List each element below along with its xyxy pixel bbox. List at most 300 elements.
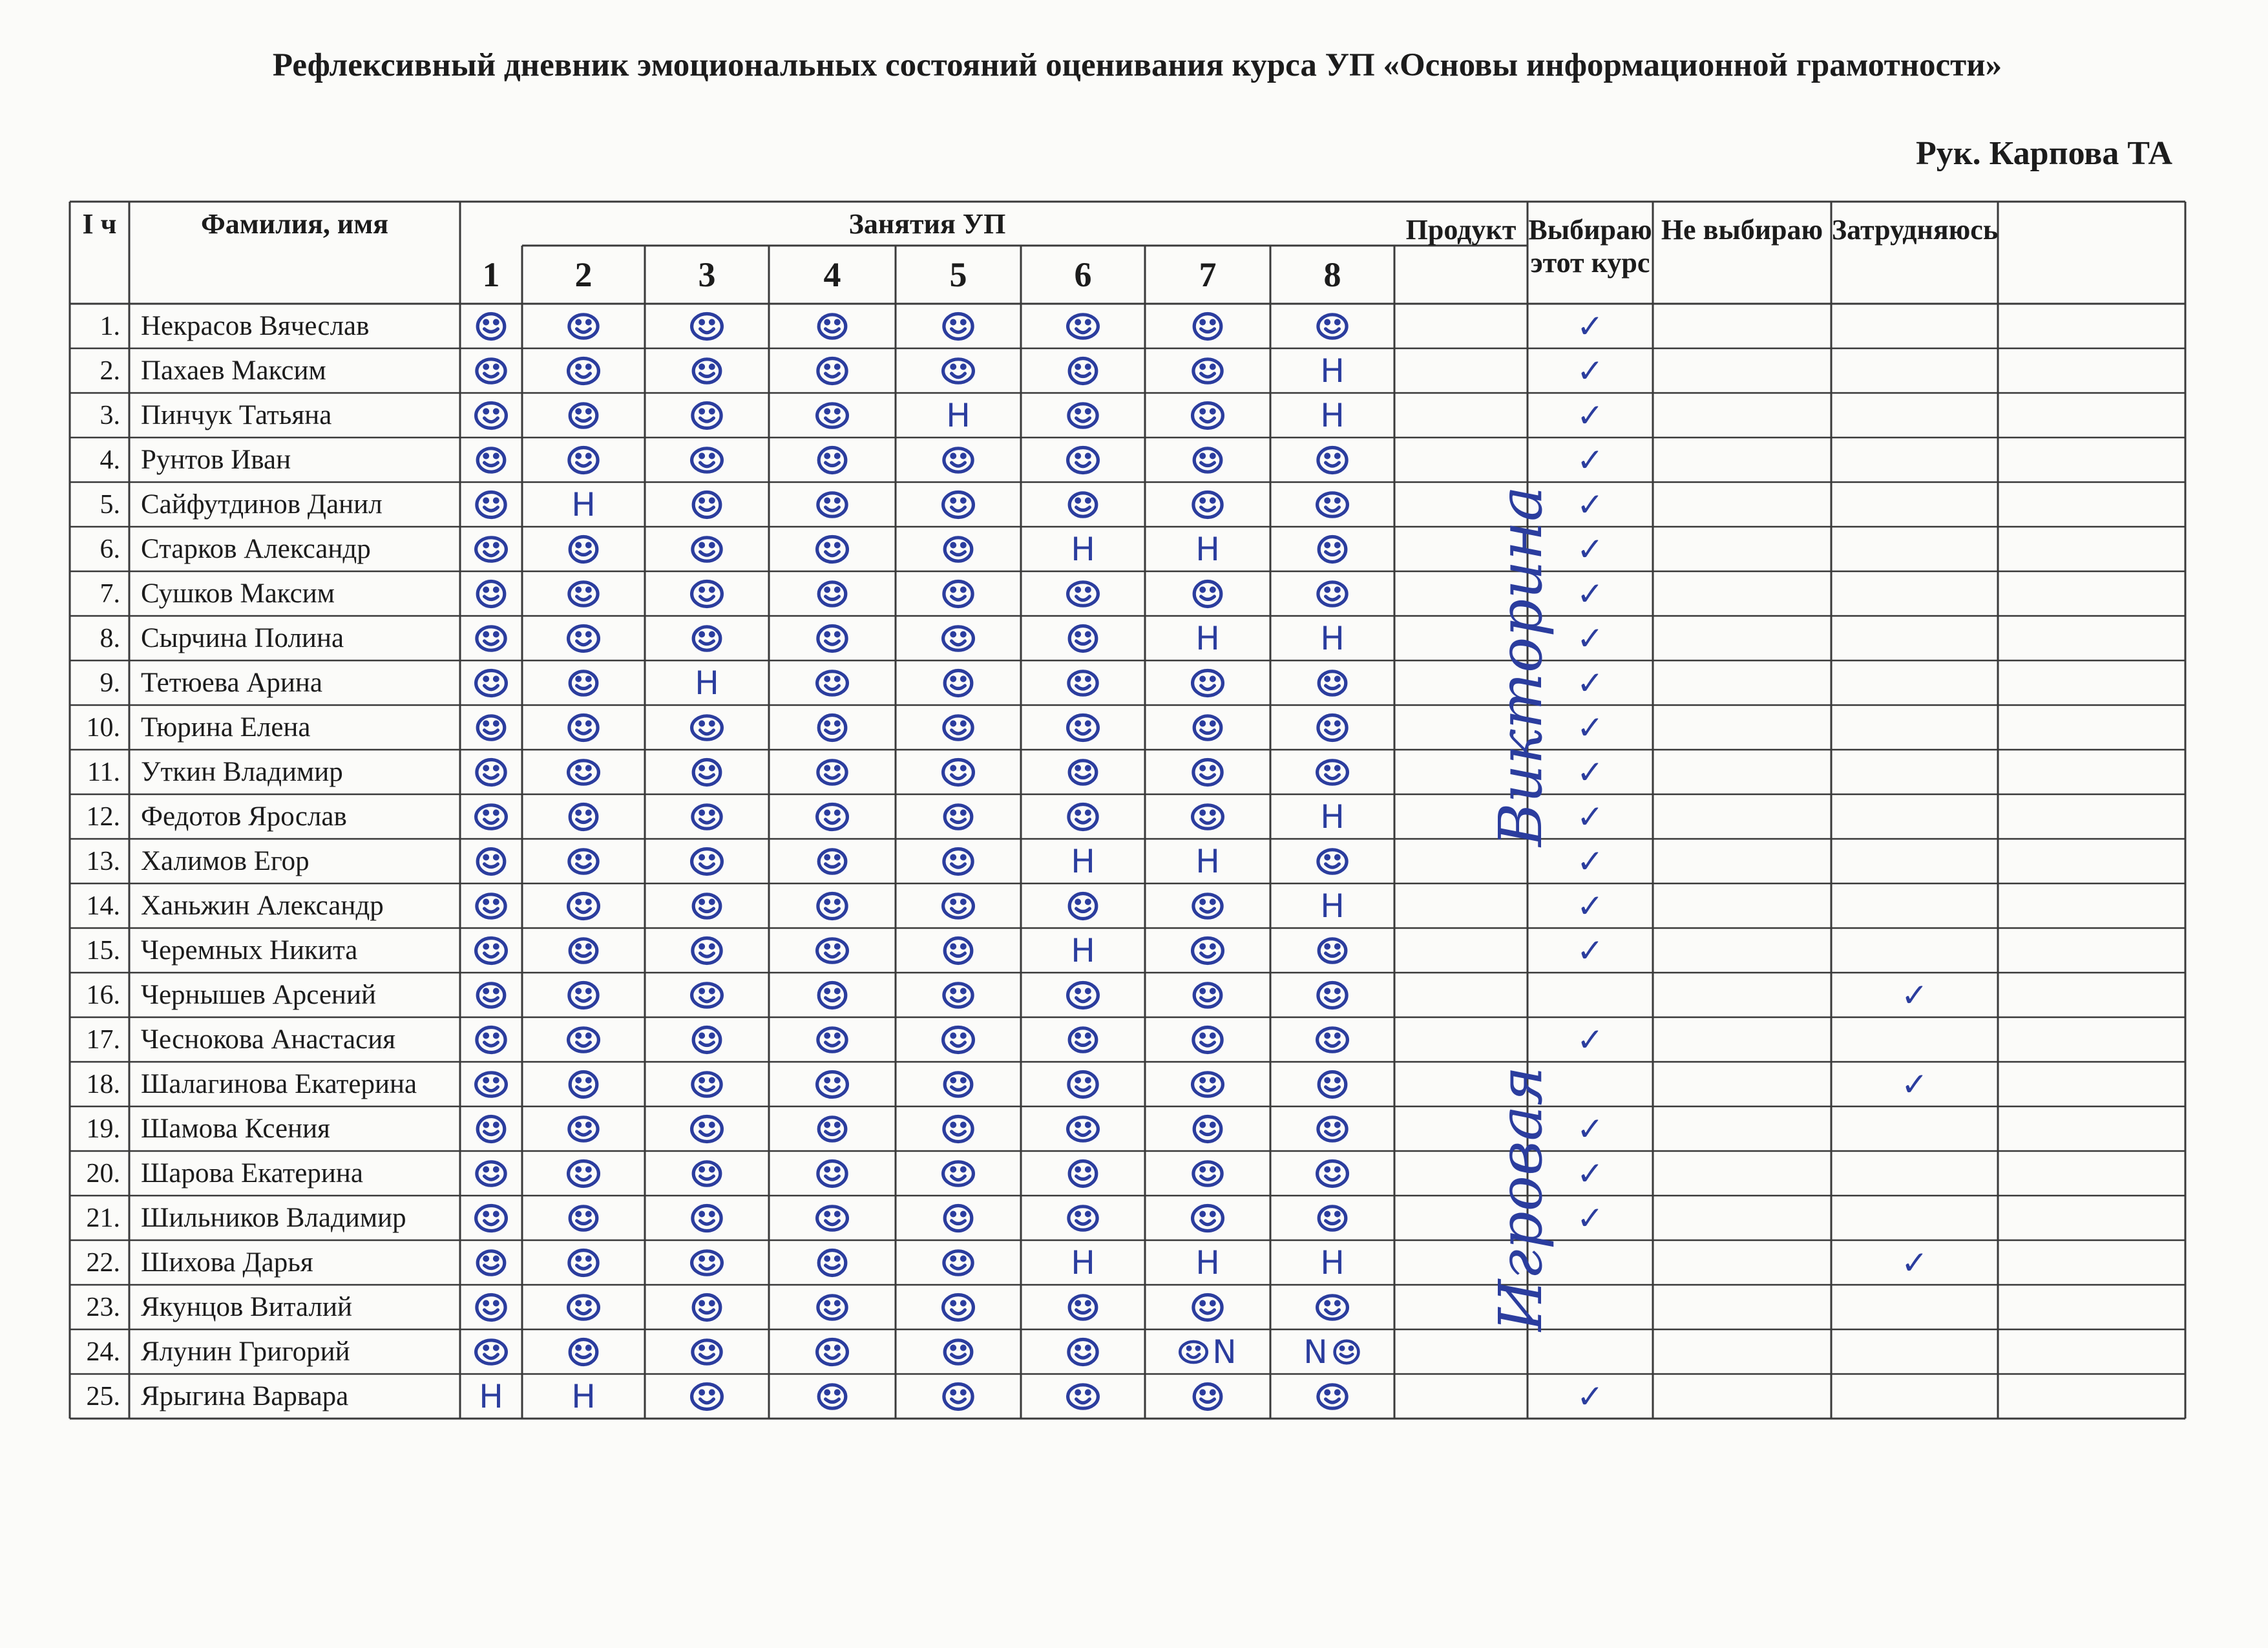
undecided-cell-text: ✓ (1901, 1065, 1928, 1103)
lesson-mark (896, 304, 1021, 348)
lesson-mark (1270, 1017, 1394, 1062)
lesson-mark (460, 527, 522, 571)
lesson-mark (522, 1106, 645, 1151)
header-lesson-4-text: 4 (823, 255, 841, 294)
smiley-icon (1191, 1112, 1224, 1146)
student-name-text: Черемных Никита (141, 935, 358, 966)
lesson-mark (645, 1285, 769, 1329)
lesson-mark (522, 482, 645, 527)
not-choose-cell (1653, 839, 1831, 883)
product-cell (1394, 304, 1528, 348)
smiley-icon (1066, 488, 1100, 522)
smiley-icon (567, 666, 600, 700)
lesson-mark (645, 660, 769, 705)
smiley-icon (1191, 1157, 1224, 1190)
not-choose-cell (1653, 660, 1831, 705)
smiley-icon (567, 1068, 600, 1101)
lesson-mark (1270, 883, 1394, 928)
lesson-mark (460, 660, 522, 705)
smiley-icon (567, 800, 600, 834)
undecided-cell-text: ✓ (1901, 976, 1928, 1014)
smiley-icon (1191, 399, 1224, 432)
row-number (70, 1240, 129, 1285)
student-name (129, 527, 460, 571)
smiley-icon (1066, 755, 1100, 789)
smiley-icon (1191, 488, 1224, 522)
smiley-icon (474, 1068, 508, 1101)
smiley-icon (1316, 934, 1349, 967)
lesson-mark (1021, 482, 1145, 527)
lesson-mark (896, 348, 1021, 393)
lesson-mark (1021, 438, 1145, 482)
lesson-mark (1021, 1062, 1145, 1106)
header-lesson-5 (896, 246, 1021, 304)
smiley-icon (567, 443, 600, 477)
row-number (70, 1151, 129, 1196)
smiley-icon (690, 1112, 724, 1146)
lesson-mark (1270, 571, 1394, 616)
product-note-quiz: Викторина (1486, 485, 1555, 847)
lesson-mark (645, 794, 769, 839)
absent-mark: Н (571, 1377, 596, 1415)
undecided-cell (1831, 705, 1998, 750)
lesson-mark (769, 1196, 896, 1240)
lesson-mark (1270, 1374, 1394, 1419)
lesson-mark (1021, 839, 1145, 883)
lesson-mark (769, 1062, 896, 1106)
lesson-mark (1145, 750, 1270, 794)
lesson-mark (896, 616, 1021, 660)
student-name (129, 482, 460, 527)
smiley-icon (690, 1246, 724, 1280)
student-name (129, 304, 460, 348)
student-name-text: Ярыгина Варвара (141, 1381, 349, 1411)
absent-mark: Н (1071, 842, 1095, 880)
row-number-text: 3. (100, 400, 120, 430)
row-number-text: 4. (100, 445, 120, 475)
row-number-text: 18. (86, 1069, 120, 1099)
lesson-mark (522, 1196, 645, 1240)
choose-cell (1528, 973, 1653, 1017)
student-name-text: Пахаев Максим (141, 355, 326, 386)
lesson-mark (460, 1017, 522, 1062)
lesson-mark (645, 1329, 769, 1374)
row-number (70, 928, 129, 973)
choose-cell-text: ✓ (1577, 1199, 1604, 1237)
not-choose-cell (1653, 348, 1831, 393)
lesson-mark (1270, 304, 1394, 348)
student-name-text: Сайфутдинов Данил (141, 489, 383, 520)
absent-mark: Н (479, 1377, 503, 1415)
smiley-icon (1191, 443, 1224, 477)
lesson-mark (645, 571, 769, 616)
choose-cell (1528, 438, 1653, 482)
student-name (129, 1240, 460, 1285)
choose-cell-text: ✓ (1577, 753, 1604, 791)
lesson-mark (522, 839, 645, 883)
absent-mark: Н (1071, 931, 1095, 969)
lesson-mark (896, 794, 1021, 839)
smiley-icon (690, 399, 724, 432)
lesson-mark (645, 1374, 769, 1419)
lesson-mark (896, 839, 1021, 883)
not-choose-cell (1653, 705, 1831, 750)
smiley-icon (1191, 800, 1224, 834)
student-name (129, 794, 460, 839)
lesson-mark (1270, 616, 1394, 660)
smiley-icon (567, 310, 600, 343)
lesson-mark (645, 527, 769, 571)
smiley-icon (1191, 1201, 1224, 1235)
document-title: Рефлексивный дневник эмоциональных состояний оценивания курса УП «Основы информационной грамотности» (272, 47, 2002, 83)
absent-mark: Н (1195, 1243, 1220, 1282)
smiley-icon (941, 533, 975, 566)
row-number (70, 839, 129, 883)
lesson-mark (645, 304, 769, 348)
lesson-mark (460, 304, 522, 348)
row-number (70, 527, 129, 571)
smiley-icon (1191, 711, 1224, 745)
lesson-mark (769, 883, 896, 928)
smiley-icon (1316, 1201, 1349, 1235)
choose-cell-text: ✓ (1577, 887, 1604, 925)
student-name-text: Шамова Ксения (141, 1114, 330, 1144)
header-name (129, 202, 460, 246)
smiley-icon (1316, 711, 1349, 745)
lesson-mark (522, 794, 645, 839)
absent-mark: Н (1195, 619, 1220, 657)
lesson-mark (896, 973, 1021, 1017)
smiley-icon (474, 755, 508, 789)
smiley-icon (1066, 800, 1100, 834)
smiley-icon (1066, 666, 1100, 700)
row-number-text: 15. (86, 935, 120, 966)
lesson-mark (1021, 1240, 1145, 1285)
row-number-text: 9. (100, 668, 120, 698)
absent-mark: Н (1195, 842, 1220, 880)
lesson-mark (460, 794, 522, 839)
lesson-mark (460, 348, 522, 393)
lesson-mark (769, 660, 896, 705)
smiley-icon (567, 1335, 600, 1369)
lesson-mark (769, 1106, 896, 1151)
header-lessons (460, 202, 1394, 246)
smiley-icon (474, 577, 508, 611)
student-name-text: Ханьжин Александр (141, 891, 384, 921)
header-product-text: Продукт (1405, 214, 1517, 246)
header-lesson-4 (769, 246, 896, 304)
smiley-icon (1066, 711, 1100, 745)
lesson-mark (769, 527, 896, 571)
not-choose-cell (1653, 883, 1831, 928)
row-number-text: 22. (86, 1247, 120, 1278)
row-number (70, 883, 129, 928)
undecided-cell (1831, 839, 1998, 883)
smiley-icon (1191, 310, 1224, 343)
smiley-icon (1316, 1068, 1349, 1101)
header-choose-text: Выбираю этот курс (1528, 214, 1652, 279)
product-cell (1394, 883, 1528, 928)
not-choose-cell (1653, 1151, 1831, 1196)
lesson-mark (1021, 348, 1145, 393)
smiley-icon (941, 488, 975, 522)
smiley-icon (941, 1112, 975, 1146)
smiley-icon (815, 889, 849, 923)
row-number-text: 8. (100, 623, 120, 653)
lesson-mark (1021, 1017, 1145, 1062)
absent-mark: Н (1071, 530, 1095, 568)
smiley-icon (474, 443, 508, 477)
smiley-icon (567, 533, 600, 566)
lesson-mark (1145, 527, 1270, 571)
not-choose-cell (1653, 1240, 1831, 1285)
student-name (129, 883, 460, 928)
smiley-icon (474, 889, 508, 923)
smiley-icon (567, 399, 600, 432)
smiley-icon (815, 488, 849, 522)
lesson-mark (645, 1240, 769, 1285)
choose-cell-text: ✓ (1577, 396, 1604, 434)
lesson-mark (1021, 304, 1145, 348)
row-number (70, 660, 129, 705)
student-name (129, 1151, 460, 1196)
undecided-cell (1831, 1329, 1998, 1374)
smiley-icon (474, 354, 508, 388)
choose-cell (1528, 1374, 1653, 1419)
smiley-icon (1191, 934, 1224, 967)
smiley-icon (941, 845, 975, 878)
lesson-mark (896, 1374, 1021, 1419)
student-name-text: Ялунин Григорий (141, 1336, 350, 1367)
lesson-mark (1021, 1374, 1145, 1419)
product-cell (1394, 348, 1528, 393)
not-choose-cell (1653, 1329, 1831, 1374)
lesson-mark (1021, 1151, 1145, 1196)
lesson-mark (460, 393, 522, 438)
lesson-mark (769, 1017, 896, 1062)
student-name-text: Сырчина Полина (141, 623, 344, 653)
smiley-icon (1316, 488, 1349, 522)
smiley-icon (690, 711, 724, 745)
smiley-icon (1066, 399, 1100, 432)
lesson-mark (1270, 527, 1394, 571)
lesson-mark (1270, 393, 1394, 438)
lesson-mark (769, 1151, 896, 1196)
row-number-text: 1. (100, 311, 120, 341)
header-number-text: I ч (82, 207, 117, 240)
undecided-cell (1831, 928, 1998, 973)
student-name-text: Старков Александр (141, 534, 371, 564)
smiley-icon (941, 666, 975, 700)
smiley-icon (474, 399, 508, 432)
lesson-mark (460, 1106, 522, 1151)
smiley-icon (941, 1201, 975, 1235)
student-name-text: Пинчук Татьяна (141, 400, 332, 430)
undecided-cell (1831, 616, 1998, 660)
lesson-mark (896, 928, 1021, 973)
not-choose-cell (1653, 527, 1831, 571)
undecided-cell (1831, 438, 1998, 482)
lesson-mark (896, 527, 1021, 571)
smiley-icon (1332, 1337, 1361, 1367)
lesson-mark (1021, 1329, 1145, 1374)
smiley-icon (690, 978, 724, 1012)
lesson-mark (645, 1017, 769, 1062)
choose-cell-text: ✓ (1577, 708, 1604, 746)
undecided-cell (1831, 973, 1998, 1017)
student-name (129, 839, 460, 883)
product-note-game: Игровая (1486, 1066, 1555, 1331)
smiley-icon (1191, 978, 1224, 1012)
lesson-mark (1145, 1017, 1270, 1062)
choose-cell (1528, 393, 1653, 438)
absent-mark: Н (1320, 887, 1345, 925)
smiley-icon (815, 755, 849, 789)
lesson-mark (522, 883, 645, 928)
row-number (70, 750, 129, 794)
not-choose-cell (1653, 1062, 1831, 1106)
smiley-icon (815, 845, 849, 878)
lesson-mark (1270, 794, 1394, 839)
undecided-cell (1831, 348, 1998, 393)
not-choose-cell (1653, 482, 1831, 527)
smiley-icon (941, 934, 975, 967)
absent-mark: Н (695, 664, 719, 702)
lesson-mark (896, 1240, 1021, 1285)
smiley-icon (941, 1068, 975, 1101)
lesson-mark (1270, 750, 1394, 794)
student-name-text: Сушков Максим (141, 578, 335, 609)
smiley-icon (690, 443, 724, 477)
smiley-icon (474, 533, 508, 566)
lesson-mark (645, 348, 769, 393)
choose-cell-text: ✓ (1577, 352, 1604, 390)
lesson-mark (896, 750, 1021, 794)
smiley-icon (567, 1291, 600, 1324)
smiley-icon (815, 934, 849, 967)
choose-cell-text: ✓ (1577, 485, 1604, 523)
lesson-mark (645, 616, 769, 660)
student-name (129, 1329, 460, 1374)
header-lesson-1 (460, 246, 522, 304)
lesson-mark (522, 527, 645, 571)
lesson-mark (522, 1151, 645, 1196)
lesson-mark (1145, 839, 1270, 883)
lesson-mark (522, 928, 645, 973)
smiley-icon (941, 1246, 975, 1280)
lesson-mark (1021, 527, 1145, 571)
smiley-icon (474, 488, 508, 522)
undecided-cell (1831, 1240, 1998, 1285)
row-number-text: 10. (86, 712, 120, 743)
lesson-mark (1145, 705, 1270, 750)
lesson-mark (1021, 794, 1145, 839)
smiley-icon (474, 666, 508, 700)
choose-cell-text: ✓ (1577, 1020, 1604, 1059)
row-number-text: 19. (86, 1114, 120, 1144)
smiley-icon (567, 1023, 600, 1057)
lesson-mark (896, 571, 1021, 616)
lesson-mark (1145, 973, 1270, 1017)
not-choose-cell (1653, 1017, 1831, 1062)
lesson-mark (460, 973, 522, 1017)
undecided-cell-text: ✓ (1901, 1243, 1928, 1282)
smiley-icon (1316, 845, 1349, 878)
lesson-mark (1270, 839, 1394, 883)
choose-cell-text: ✓ (1577, 664, 1604, 702)
row-number-text: 12. (86, 801, 120, 832)
lesson-mark (769, 794, 896, 839)
student-name-text: Тюрина Елена (141, 712, 311, 743)
undecided-cell (1831, 1106, 1998, 1151)
lesson-mark (769, 482, 896, 527)
not-choose-cell (1653, 1196, 1831, 1240)
lesson-mark (769, 438, 896, 482)
lesson-mark (522, 1374, 645, 1419)
header-lesson-1-text: 1 (482, 255, 500, 294)
smiley-icon (1066, 1112, 1100, 1146)
undecided-cell (1831, 750, 1998, 794)
lesson-mark (460, 438, 522, 482)
not-choose-cell (1653, 794, 1831, 839)
smiley-icon (690, 1023, 724, 1057)
student-name (129, 660, 460, 705)
smiley-icon (690, 934, 724, 967)
header-lesson-8-text: 8 (1323, 255, 1341, 294)
lesson-mark (1021, 1106, 1145, 1151)
row-number (70, 438, 129, 482)
row-number-text: 7. (100, 578, 120, 609)
student-name (129, 1017, 460, 1062)
smiley-icon (1066, 1068, 1100, 1101)
lesson-mark (896, 1017, 1021, 1062)
smiley-icon (474, 1335, 508, 1369)
smiley-icon (1066, 310, 1100, 343)
lesson-mark (645, 482, 769, 527)
lesson-mark (896, 1106, 1021, 1151)
lesson-mark (769, 750, 896, 794)
lesson-mark (769, 705, 896, 750)
smiley-icon (1066, 978, 1100, 1012)
lesson-mark (1270, 1196, 1394, 1240)
lesson-mark (1270, 482, 1394, 527)
lesson-mark (522, 571, 645, 616)
lesson-mark (522, 616, 645, 660)
smiley-icon (1191, 1068, 1224, 1101)
lesson-mark (1145, 1196, 1270, 1240)
smiley-icon (815, 1068, 849, 1101)
row-number-text: 23. (86, 1292, 120, 1322)
product-cell (1394, 438, 1528, 482)
undecided-cell (1831, 1062, 1998, 1106)
student-name (129, 571, 460, 616)
smiley-icon (690, 1335, 724, 1369)
smiley-icon (1191, 666, 1224, 700)
smiley-icon (1316, 1157, 1349, 1190)
smiley-icon (474, 1201, 508, 1235)
lesson-mark (1145, 393, 1270, 438)
smiley-icon (567, 711, 600, 745)
lesson-mark (460, 1329, 522, 1374)
lesson-mark (769, 393, 896, 438)
lesson-mark (645, 750, 769, 794)
undecided-cell (1831, 527, 1998, 571)
smiley-icon (1066, 577, 1100, 611)
smiley-icon (941, 1023, 975, 1057)
choose-cell-text: ✓ (1577, 1110, 1604, 1148)
lesson-mark (1145, 883, 1270, 928)
smiley-icon (815, 1157, 849, 1190)
